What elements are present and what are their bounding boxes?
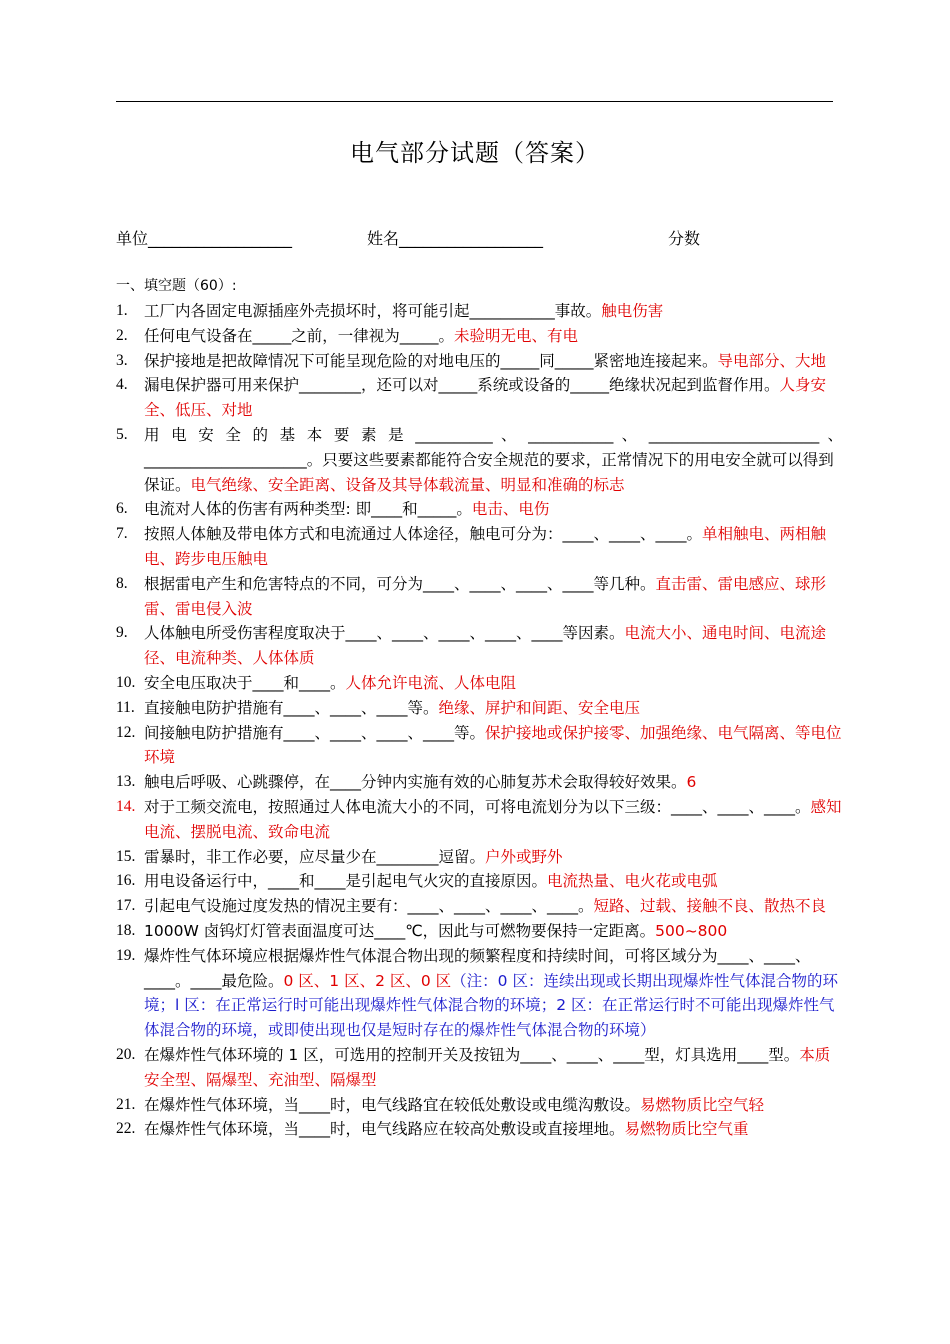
question-number: 20. (116, 1045, 136, 1063)
question-answer: 人体允许电流、人体电阻 (345, 673, 517, 692)
question-number: 18. (116, 921, 136, 939)
header-rule (116, 101, 833, 102)
question-answer: 电气绝缘、安全距离、设备及其导体载流量、明显和准确的标志 (190, 475, 625, 494)
question-number: 9. (116, 624, 128, 642)
question-text: 间接触电防护措施有____、____、____、____等。 (144, 723, 486, 742)
question-answer: 短路、过载、接触不良、散热不良 (593, 897, 827, 916)
question-item (116, 919, 843, 944)
question-item (116, 572, 843, 622)
question-answer: 6 (686, 773, 697, 792)
question-answer: 未验明无电、有电 (454, 326, 579, 345)
question-item (116, 1043, 843, 1093)
question-number: 4. (116, 376, 128, 394)
question-item (116, 373, 843, 423)
question-item (116, 894, 843, 919)
unit-field-label: 单位__________________ (116, 229, 293, 248)
question-answer: 直击雷、雷电感应、球形雷、雷电侵入波 (144, 574, 827, 618)
name-field-label: 姓名__________________ (367, 229, 544, 248)
question-text: 1000W 卤钨灯灯管表面温度可达____℃，因此与可燃物要保持一定距离。 (144, 921, 656, 940)
question-number: 7. (116, 525, 128, 543)
question-item (116, 869, 843, 894)
question-answer: 本质安全型、隔爆型、充油型、隔爆型 (144, 1045, 831, 1089)
question-number: 2. (116, 326, 128, 344)
question-number: 3. (116, 351, 128, 369)
question-item (116, 944, 843, 1043)
question-item (116, 497, 843, 522)
question-answer: 500~800 (655, 921, 728, 940)
question-number: 14. (116, 797, 136, 815)
question-item (116, 795, 843, 845)
question-text: 在爆炸性气体环境，当____时，电气线路宜在较低处敷设或电缆沟敷设。 (144, 1095, 641, 1114)
question-answer: 触电伤害 (601, 302, 664, 320)
question-number: 21. (116, 1095, 136, 1113)
question-item (116, 621, 843, 671)
page-title: 电气部分试题（答案） (350, 139, 600, 167)
question-number: 13. (116, 773, 136, 791)
question-item (116, 299, 843, 324)
question-item (116, 845, 843, 870)
question-note: （注：0 区：连续出现或长期出现爆炸性气体混合物的环境；l 区：在正常运行时可能出现爆炸性气体混合物的环境；2 区：在正常运行时不可能出现爆炸性气体混合物的环境，或即使出现也仅是短时存在的爆炸性气体混合物的环境） (144, 971, 838, 1040)
question-text: 任何电气设备在_____之前，一律视为_____。 (144, 326, 455, 345)
question-text: _____________________。只要这些要素都能符合安全规范的要求，正常情况下的用电安全就可以得到保证。 (144, 450, 834, 494)
question-item (116, 721, 843, 771)
question-number: 11. (116, 698, 135, 716)
question-number: 1. (116, 302, 128, 319)
score-field-label: 分数 (668, 229, 701, 248)
question-text: 安全电压取决于____和____。 (144, 673, 346, 692)
question-answer: 导电部分、大地 (717, 351, 827, 370)
question-number: 12. (116, 723, 136, 741)
question-answer: 电流大小、通电时间、电流途径、电流种类、人体体质 (144, 624, 827, 668)
question-text: 对于工频交流电，按照通过人体电流大小的不同，可将电流划分为以下三级：____、____、____。 (144, 797, 811, 816)
question-text: 触电后呼吸、心跳骤停，在____分钟内实施有效的心肺复苏术会取得较好效果。 (144, 773, 687, 792)
question-number: 22. (116, 1120, 136, 1138)
question-text: 在爆炸性气体环境，当____时，电气线路应在较高处敷设或直接埋地。 (144, 1120, 625, 1139)
question-number: 10. (116, 673, 136, 691)
question-answer: 人身安全、低压、对地 (144, 376, 827, 420)
section-title: 一、填空题（60）: (116, 278, 237, 294)
question-item (116, 770, 843, 795)
question-text: 在爆炸性气体环境的 1 区，可选用的控制开关及按钮为____、____、____型，灯具选用____型。 (144, 1045, 800, 1064)
question-answer: 感知电流、摆脱电流、致命电流 (144, 797, 842, 841)
question-number: 19. (116, 946, 136, 964)
question-text-line: 用 电 安 全 的 基 本 要 素 是 __________ 、 ___________ 、 ______________________ 、 (144, 425, 843, 444)
question-list (116, 299, 843, 1142)
question-item (116, 522, 843, 572)
question-answer: 户外或野外 (485, 847, 563, 866)
question-answer: 电击、电伤 (471, 500, 550, 519)
question-item (116, 1093, 843, 1118)
question-text: 用电设备运行中，____和____是引起电气火灾的直接原因。 (144, 872, 548, 891)
question-answer: 单相触电、两相触电、跨步电压触电 (144, 525, 827, 568)
question-text: 爆炸性气体环境应根据爆炸性气体混合物出现的频繁程度和持续时间，可将区域分为____、____、____。____最危险。 (144, 946, 811, 990)
question-item (116, 324, 843, 349)
question-text: 直接触电防护措施有____、____、____等。 (144, 698, 439, 717)
question-text: 引起电气设施过度发热的情况主要有：____、____、____、____。 (144, 897, 594, 916)
question-answer: 0 区、1 区、2 区、0 区 (283, 971, 452, 990)
question-text: 雷暴时，非工作必要，应尽量少在________逗留。 (144, 847, 486, 866)
question-item (116, 671, 843, 696)
question-text: 保护接地是把故障情况下可能呈现危险的对地电压的_____同_____紧密地连接起来。 (144, 351, 718, 370)
question-answer: 绝缘、屏护和间距、安全电压 (438, 698, 641, 717)
question-item (116, 349, 843, 374)
question-item (116, 1117, 843, 1142)
question-number: 5. (116, 425, 128, 443)
question-number: 15. (116, 847, 136, 865)
question-text: 漏电保护器可用来保护________，还可以对_____系统或设备的_____绝缘状况起到监督作用。 (144, 376, 780, 395)
question-text: 人体触电所受伤害程度取决于____、____、____、____、____等因素。 (144, 624, 625, 643)
question-text: 工厂内各固定电源插座外壳损坏时，将可能引起___________事故。 (144, 302, 602, 320)
question-text: 按照人体触及带电体方式和电流通过人体途径，触电可分为：____、____、____。 (144, 525, 703, 544)
question-text: 电流对人体的伤害有两种类型: 即____和_____。 (144, 500, 472, 519)
question-item (116, 423, 843, 497)
question-answer: 易燃物质比空气轻 (640, 1095, 765, 1114)
question-answer: 易燃物质比空气重 (624, 1120, 749, 1139)
question-number: 16. (116, 872, 136, 890)
question-answer: 保护接地或保护接零、加强绝缘、电气隔离、等电位环境 (144, 723, 842, 767)
question-number: 6. (116, 500, 128, 518)
question-number: 17. (116, 897, 136, 915)
question-number: 8. (116, 574, 128, 592)
question-item (116, 696, 843, 721)
question-answer: 电流热量、电火花或电弧 (547, 872, 718, 891)
question-text: 根据雷电产生和危害特点的不同，可分为____、____、____、____等几种。 (144, 574, 656, 593)
